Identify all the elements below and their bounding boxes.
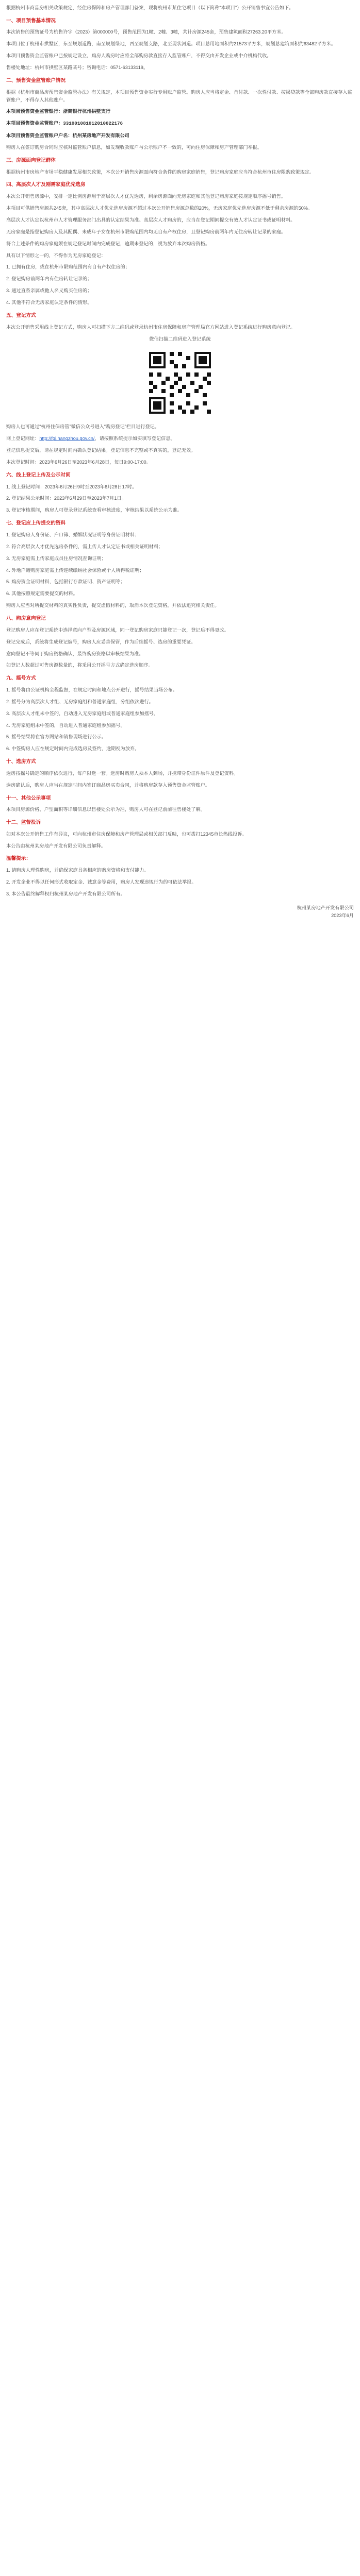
section-5-paragraph-5: 本次登记时间：2023年6月26日至2023年6月28日，每日9:00-17:00。 (6, 460, 151, 465)
section-9-paragraph-6: 6. 中签购房人应在规定时间内完成选房及签约，逾期视为放弃。 (6, 746, 140, 752)
section-5-url-line (6, 435, 354, 443)
bank-value: 浙商银行杭州拱墅支行 (63, 109, 111, 114)
registration-url-link[interactable]: http://fgj.hangzhou.gov.cn/ (39, 436, 95, 442)
qr-code-image (145, 348, 215, 418)
section-2-title: 二、预售资金监管账户情况 (6, 78, 66, 84)
notice-paragraph-3: 3. 本公告最终解释权归杭州某房地产开发有限公司所有。 (6, 891, 125, 896)
section-4-list-intro: 具有以下情形之一的，不得作为无房家庭登记： (6, 252, 106, 258)
account-name-label: 本项目预售资金监管账户户名： (6, 133, 73, 139)
section-7-paragraph-2: 2. 符合高层次人才优先选房条件的，需上传人才认定证书或相关证明材料； (6, 544, 163, 549)
bank-label: 本项目预售资金监管银行： (6, 109, 63, 114)
section-5-paragraph-4: 登记信息提交后，请在规定时间内确认登记结果。登记信息不完整或不真实的，登记无效。 (6, 448, 196, 453)
section-6-paragraph-1: 1. 线上登记时间：2023年6月26日9时至2023年6月28日17时。 (6, 484, 137, 489)
section-7-paragraph-3: 3. 无房家庭需上传家庭成员住房情况查询证明； (6, 555, 106, 561)
section-11-paragraph-1: 本项目房源价格、户型面积等详细信息以售楼处公示为准，购房人可在登记前前往售楼处了解。 (6, 807, 205, 812)
account-label: 本项目预售资金监管账户： (6, 121, 63, 126)
section-9-paragraph-1: 1. 摇号将由公证机构全程监督，在规定时间和地点公开进行，摇号结果当场公布。 (6, 687, 177, 692)
bank-line (6, 108, 354, 115)
section-4-paragraph-2: 本项目可供销售房源共245套，其中高层次人才优先选房房源不超过本次公开销售房源总数的20%，无房家庭优先选房房源不低于剩余房源的50%。 (6, 205, 313, 211)
section-7-title: 七、登记应上传提交的资料 (6, 520, 66, 527)
section-5-title: 五、登记方式 (6, 313, 36, 319)
notice-paragraph-2: 2. 开发企业不得以任何形式收取定金、诚意金等费用，购房人发现违规行为的可依法举报。 (6, 879, 197, 885)
section-2-paragraph-1: 根据《杭州市商品房预售资金监管办法》有关规定，本项目预售资金实行专用账户监管。购房人应当将定金、首付款、一次性付款、按揭贷款等全部购房款直接存入监管账户，不得存入其他账户。 (6, 89, 352, 103)
section-12-paragraph-2: 本公告由杭州某房地产开发有限公司负责解释。 (6, 843, 106, 849)
announcement-date: 2023年6月 (331, 912, 354, 918)
section-1-paragraph-2: 本项目位于杭州市拱墅区，东至规划道路，南至规划绿地，西至规划支路，北至现状河道。项目总用地面积约21573平方米，规划总建筑面积约63482平方米。 (6, 41, 336, 47)
section-7-paragraph-1: 1. 登记购房人身份证、户口簿、婚姻状况证明等身份证明材料； (6, 532, 140, 537)
url-suffix: ，请按照系统提示如实填写登记信息。 (94, 436, 175, 442)
section-5-paragraph-1: 本次公开销售采用线上登记方式，购房人可扫描下方二维码或登录杭州市住房保障和房产管理局官方网站进入登记系统进行购房意向登记。 (6, 324, 296, 330)
qr-caption: 微信扫描二维码进入登记系统 (149, 336, 211, 342)
section-8-paragraph-3: 意向登记不等同于购房资格确认，最终购房资格以审核结果为准。 (6, 651, 144, 656)
account-name-value: 杭州某房地产开发有限公司 (72, 133, 129, 139)
section-4-title: 四、高层次人才及刚需家庭优先选房 (6, 182, 86, 188)
account-value: 331001081012010022176 (63, 121, 123, 127)
section-7-paragraph-5: 5. 购房资金证明材料，包括银行存款证明、资产证明等； (6, 579, 125, 585)
section-1-paragraph-1: 本次销售的预售证号为杭售许字（2023）第000000号，预售范围为1幢、2幢、3幢，共计房源245套，预售建筑面积27263.20平方米。 (6, 29, 286, 35)
section-10-title: 十、选房方式 (6, 759, 36, 765)
notice-paragraph-1: 1. 请购房人理性购房，并确保家庭具备相应的购房资格和支付能力。 (6, 867, 149, 873)
section-2-paragraph-2: 购房人在签订购房合同时应核对监管账户信息，如发现收款账户与公示账户不一致的，可向住房保障和房产管理部门举报。 (6, 145, 263, 150)
section-6-title: 六、线上登记上传及公示时间 (6, 472, 71, 479)
intro-paragraph: 根据杭州市商品房相关政策规定，经住房保障和房产管理部门备案，现将杭州市某住宅项目（以下简称“本项目”）公开销售事宜公告如下。 (6, 5, 294, 10)
section-4-paragraph-4: 无房家庭是指登记购房人及其配偶、未成年子女在杭州市限购范围内均无自有产权住房，且登记购房前两年内无住房转让记录的家庭。 (6, 229, 286, 234)
section-4-list-item-2: 2. 登记购房前两年内有住房转让记录的； (6, 276, 92, 282)
section-8-paragraph-4: 如登记人数超过可售房源数量的，将采用公开摇号方式确定选房顺序。 (6, 663, 153, 668)
section-4-list-item-4: 4. 其他不符合无房家庭认定条件的情形。 (6, 300, 92, 306)
section-4-list-item-1: 1. 已拥有住房，或在杭州市限购范围内有自有产权住房的； (6, 264, 130, 270)
section-9-title: 九、摇号方式 (6, 675, 36, 682)
section-1-title: 一、项目预售基本情况 (6, 18, 56, 24)
section-7-paragraph-7: 购房人应当对所提交材料的真实性负责，提交虚假材料的，取消本次登记资格，并依法追究相关责任。 (6, 603, 220, 608)
section-10-paragraph-1: 选房按摇号确定的顺序依次进行，每户限选一套。选房时购房人须本人到场，并携带身份证件原件及登记资料。 (6, 770, 239, 776)
account-line (6, 120, 354, 128)
section-8-paragraph-1: 登记购房人应在登记系统中选择意向户型及房源区域，同一登记购房家庭只能登记一次，登记后不得更改。 (6, 627, 229, 633)
notice-title: 温馨提示： (6, 856, 31, 862)
section-9-paragraph-3: 3. 高层次人才组未中签的，自动进入无房家庭组或普通家庭组参加摇号。 (6, 710, 159, 716)
section-5-paragraph-2: 购房人也可通过“杭州住保房管”微信公众号进入“购房登记”栏目进行登记。 (6, 424, 160, 430)
section-9-paragraph-2: 2. 摇号分为高层次人才组、无房家庭组和普通家庭组，分组依次进行。 (6, 699, 154, 704)
section-9-paragraph-5: 5. 摇号结果将在官方网站和销售现场进行公示。 (6, 734, 106, 740)
section-4-paragraph-5: 符合上述条件的购房家庭须在规定登记时间内完成登记，逾期未登记的，视为放弃本次购房资格。 (6, 241, 210, 246)
section-1-contact: 售楼处地址：杭州市拱墅区某路某号；咨询电话：0571-63133119。 (6, 65, 149, 71)
section-1-paragraph-3: 本项目预售资金监管账户已按规定设立，购房人购房时应将全部购房款直接存入监管账户，不得交由开发企业或中介机构代收。 (6, 53, 272, 59)
account-name-line (6, 132, 354, 140)
section-9-paragraph-4: 4. 无房家庭组未中签的，自动进入普通家庭组参加摇号。 (6, 722, 125, 728)
section-3-title: 三、房源面向登记群体 (6, 158, 56, 164)
section-4-paragraph-3: 高层次人才认定以杭州市人才管理服务部门出具的认定结果为准。高层次人才购房的，应当在登记期间提交有效人才认定证书或证明材料。 (6, 217, 296, 223)
section-7-paragraph-4: 4. 外地户籍购房家庭需上传连续缴纳社会保险或个人所得税证明； (6, 567, 144, 573)
section-4-paragraph-1: 本次公开销售房源中，安排一定比例房源用于高层次人才优先选房，剩余房源面向无房家庭和其他登记购房家庭按规定顺序摇号销售。 (6, 194, 286, 199)
section-12-paragraph-1: 如对本次公开销售工作有异议，可向杭州市住房保障和房产管理局或相关部门反映，也可拨打12345市长热线投诉。 (6, 831, 247, 837)
section-10-paragraph-2: 选房确认后，购房人应当在规定时间内签订商品房买卖合同，并将购房款存入预售资金监管账户。 (6, 782, 210, 788)
section-6-paragraph-2: 2. 登记结果公示时间：2023年6月29日至2023年7月1日。 (6, 496, 126, 501)
section-4-list-item-3: 3. 通过直系亲属或他人名义购买住房的； (6, 288, 92, 294)
section-11-title: 十一、其他公示事项 (6, 795, 51, 801)
section-6-paragraph-3: 3. 登记审核期间，购房人可登录登记系统查看审核进度，审核结果以系统公示为准。 (6, 507, 182, 513)
url-prefix: 网上登记网址： (6, 436, 40, 442)
section-7-paragraph-6: 6. 其他按照规定需要提交的材料。 (6, 591, 78, 597)
section-12-title: 十二、监督投诉 (6, 820, 41, 826)
company-signature: 杭州某房地产开发有限公司 (297, 905, 354, 910)
section-8-paragraph-2: 登记完成后，系统将生成登记编号，购房人应妥善保管，作为后续摇号、选房的重要凭证。 (6, 639, 196, 645)
section-3-paragraph-1: 根据杭州市房地产市场平稳健康发展相关政策，本次公开销售房源面向符合条件的购房家庭销售，登记购房家庭应当符合杭州市住房限购政策规定。 (6, 169, 315, 175)
section-8-title: 八、购房意向登记 (6, 616, 46, 622)
